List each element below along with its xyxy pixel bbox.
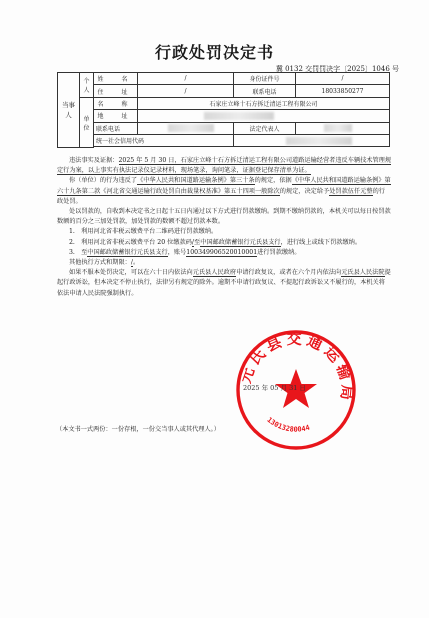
- payment-paragraph: 处以罚款的，自收到本决定书之日起十五日内通过以下方式进行罚款缴纳。到期不缴纳罚款的，本机关可以每日按罚款数额的百分之三加处罚款，加处罚款的数额不超过罚款本数。: [57, 208, 391, 226]
- name-label: 姓 名: [94, 73, 138, 85]
- bank-name: 中国邮政储蓄银行元氏县支行: [87, 248, 168, 256]
- unit-label: 单位: [80, 97, 94, 148]
- document-number: 冀 0132 交罚罚决字〔2025〕1046 号: [275, 65, 399, 73]
- id-value: /: [296, 73, 390, 85]
- bank-name: 中国邮政储蓄银行元氏县支行: [200, 238, 281, 246]
- appeal-lead: 如果不服本处罚决定，可以在六十日内依法向: [69, 269, 193, 277]
- payment-code: /: [191, 238, 194, 246]
- other-methods-lead: 其他执行方式和期限：: [69, 259, 131, 267]
- table-spacer: [94, 147, 390, 148]
- facts-lead: 违法事实及证据：: [69, 157, 119, 164]
- seal-code-text: 13013280044: [265, 415, 311, 434]
- method-2-lead: 2. 利用河北省非税云缴费平台 20 位缴款码: [69, 238, 192, 246]
- contact-value: 18033850277: [296, 85, 390, 97]
- violated-provision: 《中华人民共和国道路运输条例》第三十条: [137, 177, 255, 185]
- unit-phone-value: [138, 122, 234, 134]
- decision-body: [57, 156, 391, 299]
- party-info-table: [57, 72, 390, 148]
- other-methods-value: /: [130, 259, 133, 267]
- method-3-end: 进行罚款缴纳。: [257, 248, 301, 256]
- payment-method-3: [57, 248, 391, 258]
- decision-date: 2025 年 05 月 31 日: [243, 384, 306, 392]
- unit-address-label: 地 址: [94, 110, 138, 122]
- method-3-connector: ，账号: [167, 248, 187, 256]
- review-authority: 元氏县人民政府: [192, 269, 237, 277]
- other-methods: [57, 258, 391, 268]
- court-name: 元氏县人民法院: [341, 269, 385, 277]
- other-methods-end: 。: [132, 259, 140, 267]
- footer-note: （本文书一式两份：一份存根，一份交当事人或其代理人。）: [56, 426, 220, 433]
- redacted-block: [168, 124, 214, 132]
- appeal-mid: 申请行政复议，或者在六个月内依法向: [236, 269, 342, 277]
- legal-rep-value: [296, 122, 390, 134]
- redacted-block: [204, 112, 274, 120]
- unit-name-label: 名 称: [94, 97, 138, 109]
- appeal-end: 提起行政诉讼，但本决定不停止执行，法律另有规定的除外。逾期不申请行政复议、不提起行政诉讼又不履行的，本机关将依法申请人民法院强制执行。: [57, 269, 391, 297]
- violation-lead: 你（单位）的行为违反了: [69, 177, 138, 185]
- unit-name-value: 石家庄立峰十石方拆迁清运工程有限公司: [138, 97, 390, 109]
- redacted-block: [286, 137, 352, 145]
- method-2-connector: 至: [194, 238, 201, 246]
- decision-end: 的行政处罚。: [57, 187, 385, 205]
- contact-label: 联系电话: [234, 85, 296, 97]
- basis-provision: 《中华人民共和国道路运输条例》第六十九条第二款《河北省交通运输行政处罚自由裁量权基准》第五十四项一般除次: [57, 177, 391, 195]
- address-label: 住 址: [94, 85, 138, 97]
- violation-paragraph: [57, 176, 391, 207]
- appeal-paragraph: [57, 268, 391, 299]
- redacted-block: [324, 124, 352, 132]
- facts-text: 2025 年 5 月 30 日，石家庄立峰十石方拆迁清运工程有限公司道路运输经营者违反车辆技术管理规定行为案，以上事实有执法记录仪记录材料，现场笔录，询问笔录，证据登记保存清单为证。: [57, 157, 392, 175]
- violation-connector: 的规定，依据: [254, 177, 292, 185]
- payment-method-1: 1. 利用河北省非税云缴费平台二维码进行罚款缴纳。: [69, 228, 218, 236]
- method-3-lead: 3. 至: [69, 248, 88, 256]
- party-label: 当事人: [58, 73, 80, 148]
- legal-rep-label: 法定代表人: [234, 122, 296, 134]
- unit-phone-label: 联系电话: [94, 122, 138, 134]
- seal-org-text: 元氏县交通运输局: [236, 329, 357, 405]
- payment-method-2: [57, 238, 391, 248]
- document-title: 行政处罚决定书: [154, 43, 274, 62]
- penalty-amount: 处罚款伍仟元整: [329, 187, 373, 195]
- address-value: /: [138, 85, 234, 97]
- bank-account: 100349906520010001: [186, 248, 258, 256]
- unit-address-value: [138, 110, 390, 122]
- individual-label: 个人: [80, 73, 94, 98]
- facts-paragraph: [57, 156, 391, 176]
- credit-code-label: 统一社会信用代码: [94, 134, 234, 146]
- method-2-end: ，进行线上或线下罚款缴纳。: [280, 238, 362, 246]
- credit-code-value: [234, 134, 390, 146]
- id-label: 身份证件号: [234, 73, 296, 85]
- decision-connector: 的规定，决定给予: [279, 187, 330, 195]
- name-value: /: [138, 73, 234, 85]
